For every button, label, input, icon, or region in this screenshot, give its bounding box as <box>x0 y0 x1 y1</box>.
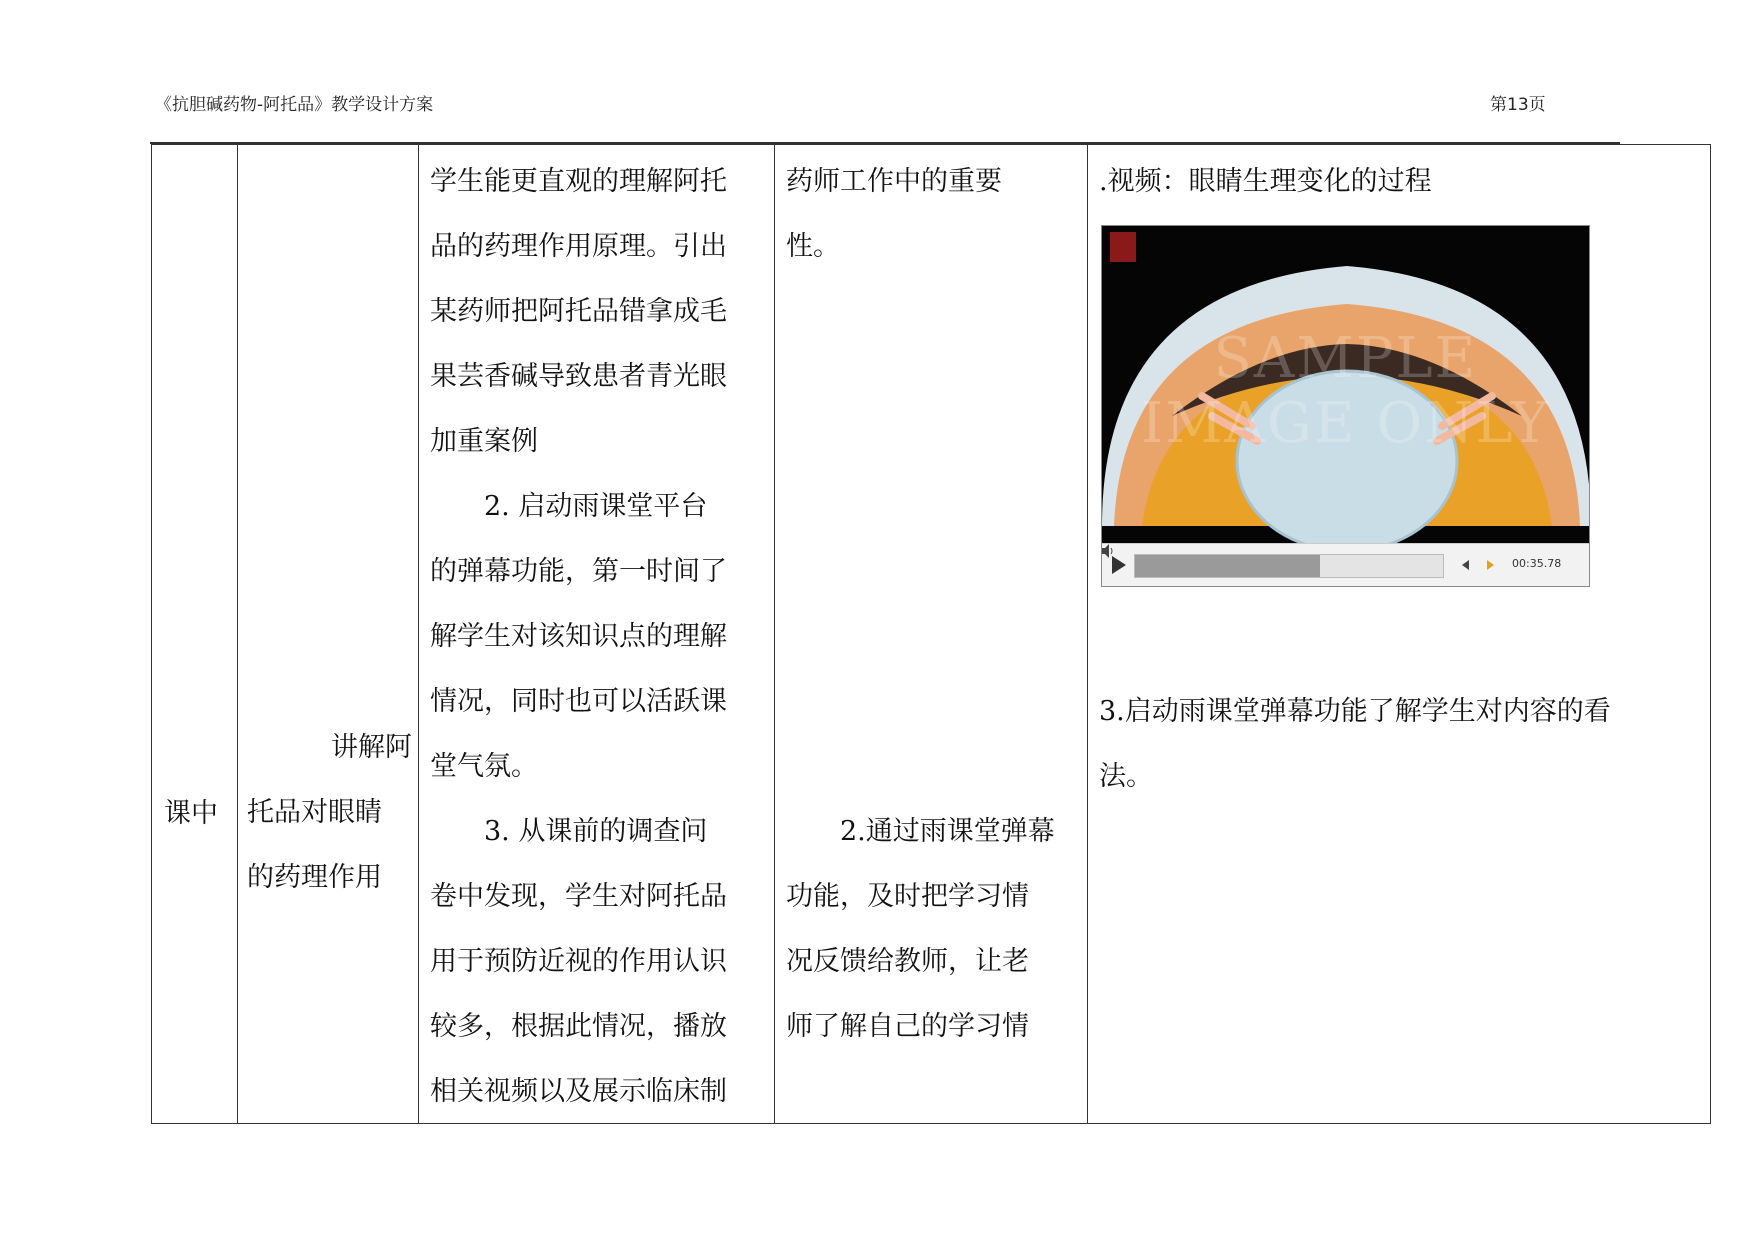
intent-line: 况反馈给教师，让老 <box>786 946 1029 977</box>
activity-line: 用于预防近视的作用认识 <box>430 946 727 977</box>
page-number: 第13页 <box>1490 95 1546 115</box>
topic-line: 讲解阿 <box>331 732 412 763</box>
activity-line: 相关视频以及展示临床制 <box>430 1076 727 1107</box>
column-divider <box>1087 145 1088 1123</box>
stage-label: 课中 <box>164 798 218 829</box>
activity-line: 加重案例 <box>430 426 538 457</box>
document-title: 《抗胆碱药物-阿托品》教学设计方案 <box>155 95 434 115</box>
next-icon[interactable] <box>1487 560 1494 570</box>
intent-line: 师了解自己的学习情 <box>786 1011 1029 1042</box>
logo-seal <box>1110 232 1136 262</box>
activity-line: 堂气氛。 <box>430 751 538 782</box>
activity-line: 较多，根据此情况，播放 <box>430 1011 727 1042</box>
previous-icon[interactable] <box>1462 560 1469 570</box>
intent-line: 功能，及时把学习情 <box>786 881 1029 912</box>
intent-cell <box>786 149 1086 1059</box>
intent-line: 药师工作中的重要 <box>786 166 1002 197</box>
intent-line: 性。 <box>786 231 840 262</box>
volume-icon[interactable] <box>1102 544 1114 558</box>
video-controls <box>1102 543 1589 586</box>
lesson-plan-table <box>151 144 1711 1124</box>
intent-line: 2.通过雨课堂弹幕 <box>840 816 1055 847</box>
activity-line: 情况，同时也可以活跃课 <box>430 686 727 717</box>
activity-line: 解学生对该知识点的理解 <box>430 621 727 652</box>
column-divider <box>418 145 419 1123</box>
topic-line: 托品对眼睛 <box>247 797 382 828</box>
watermark: SAMPLE IMAGE ONLY <box>1141 326 1550 456</box>
seek-progress <box>1135 555 1320 577</box>
topic-cell <box>247 715 412 910</box>
column-divider <box>774 145 775 1123</box>
seek-bar[interactable] <box>1134 554 1444 578</box>
column-divider <box>237 145 238 1123</box>
activity-line: 3. 从课前的调查问 <box>484 816 708 847</box>
activity-line: 某药师把阿托品错拿成毛 <box>430 296 727 327</box>
timecode: 00:35.78 <box>1512 557 1562 570</box>
play-icon[interactable] <box>1112 556 1126 574</box>
activity-line: 2. 启动雨课堂平台 <box>484 491 708 522</box>
resource-line: 3.启动雨课堂弹幕功能了解学生对内容的看 <box>1099 696 1611 727</box>
activity-line: 品的药理作用原理。引出 <box>430 231 727 262</box>
activities-cell <box>430 149 760 1124</box>
activity-line: 学生能更直观的理解阿托 <box>430 166 727 197</box>
activity-line: 果芸香碱导致患者青光眼 <box>430 361 727 392</box>
video-player[interactable] <box>1101 225 1590 587</box>
activity-line: 卷中发现，学生对阿托品 <box>430 881 727 912</box>
activity-line: 的弹幕功能，第一时间了 <box>430 556 727 587</box>
topic-line: 的药理作用 <box>247 862 382 893</box>
resource-line: 法。 <box>1099 761 1153 792</box>
stage-cell <box>164 781 232 846</box>
video-caption: .视频：眼睛生理变化的过程 <box>1099 166 1432 197</box>
